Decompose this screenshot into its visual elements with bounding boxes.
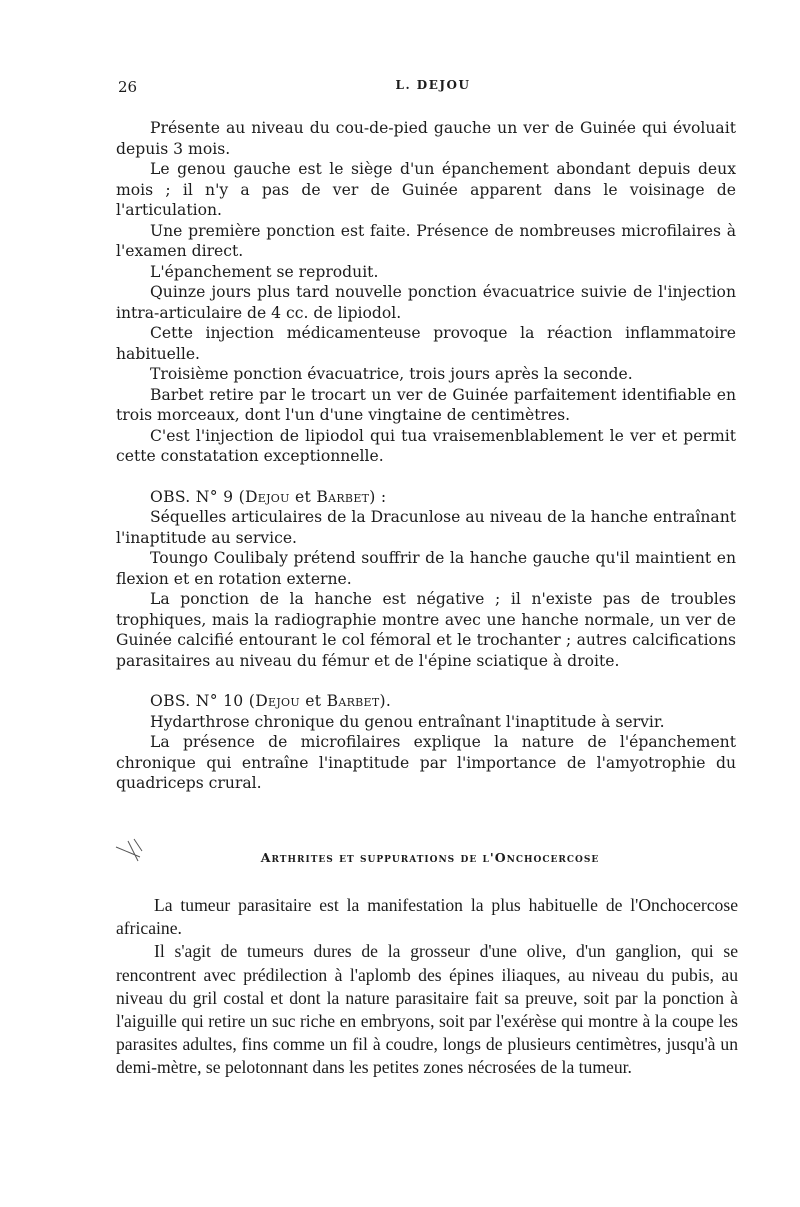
paragraph: Cette injection médicamenteuse provoque la réaction inflammatoire habituelle.	[116, 324, 736, 363]
section-text	[116, 894, 738, 1080]
section-title: Arthrites et suppurations de l'Onchocercose	[260, 850, 600, 865]
paragraph: Hydarthrose chronique du genou entraînant l'inaptitude à servir.	[150, 712, 665, 731]
paragraph: Séquelles articulaires de la Dracunlose au niveau de la hanche entraînant l'inaptitude au service.	[116, 508, 736, 547]
paragraph: Une première ponction est faite. Présence de nombreuses microfilaires à l'examen direct.	[116, 221, 736, 260]
obs-label: OBS. N° 9	[150, 487, 234, 506]
paragraph: La tumeur parasitaire est la manifestation la plus habituelle de l'Onchocercose africaine.	[116, 895, 738, 939]
author-name: Barbet	[326, 692, 380, 710]
author-name: Barbet	[316, 487, 370, 506]
authors-suffix: ).	[379, 692, 392, 710]
obs-9-heading	[116, 487, 736, 508]
authors-suffix: ) :	[369, 487, 387, 506]
paragraph: Il s'agit de tumeurs dures de la grosseur d'une olive, d'un ganglion, qui se rencontrent avec prédilection à l'aplomb des épines iliaques, au niveau du pubis, au niveau du gril costal et dont la nature parasitaire fait sa preuve, soit par la ponction à l'aiguille qui retire un suc riche en embryons, soit par l'exérèse qui montre à la coupe les parasites adultes, fins comme un fil à coudre, longs de plusieurs centimètres, jusqu'à un demi-mètre, se pelotonnant dans les petites zones nécrosées de la tumeur.	[116, 941, 738, 1078]
obs-10-heading	[116, 691, 736, 712]
paragraph: L'épanchement se reproduit.	[150, 262, 379, 281]
obs-label: OBS. N° 10	[150, 692, 244, 710]
authors-prefix: (	[238, 487, 245, 506]
paragraph: Présente au niveau du cou-de-pied gauche un ver de Guinée qui évoluait depuis 3 mois.	[116, 119, 736, 158]
author-conj: et	[294, 487, 312, 506]
paragraph: Barbet retire par le trocart un ver de Guinée parfaitement identifiable en trois morceaux, dont l'un d'une vingtaine de centimètres.	[116, 385, 736, 424]
paragraph: Quinze jours plus tard nouvelle ponction évacuatrice suivie de l'injection intra-articulaire de 4 cc. de lipiodol.	[116, 283, 736, 322]
author-name: Dejou	[255, 692, 300, 710]
observation-text	[116, 118, 736, 794]
paragraph: La ponction de la hanche est négative ; il n'existe pas de troubles trophiques, mais la radiographie montre avec une hanche normale, un ver de Guinée calcifié entourant le col fémoral et le trochanter ; autres calcifications parasitaires au niveau du fémur et de l'épine sciatique à droite.	[116, 590, 736, 670]
authors-prefix: (	[248, 692, 256, 710]
author-name: Dejou	[244, 487, 290, 506]
author-conj: et	[305, 692, 322, 710]
paragraph: La présence de microfilaires explique la nature de l'épanchement chronique qui entraîne l'inaptitude par l'importance de l'amyotrophie du quadriceps crural.	[116, 733, 736, 792]
running-head: L. DEJOU	[395, 78, 471, 92]
paragraph: Troisième ponction évacuatrice, trois jours après la seconde.	[150, 365, 633, 383]
paragraph: C'est l'injection de lipiodol qui tua vraisemenblablement le ver et permit cette constatation exceptionnelle.	[116, 426, 736, 465]
paragraph: Toungo Coulibaly prétend souffrir de la hanche gauche qu'il maintient en flexion et en rotation externe.	[116, 549, 736, 588]
paragraph: Le genou gauche est le siège d'un épanchement abondant depuis deux mois ; il n'y a pas de ver de Guinée apparent dans le voisinage de l'articulation.	[116, 160, 736, 219]
page-header	[118, 78, 748, 98]
page-number: 26	[118, 78, 138, 96]
